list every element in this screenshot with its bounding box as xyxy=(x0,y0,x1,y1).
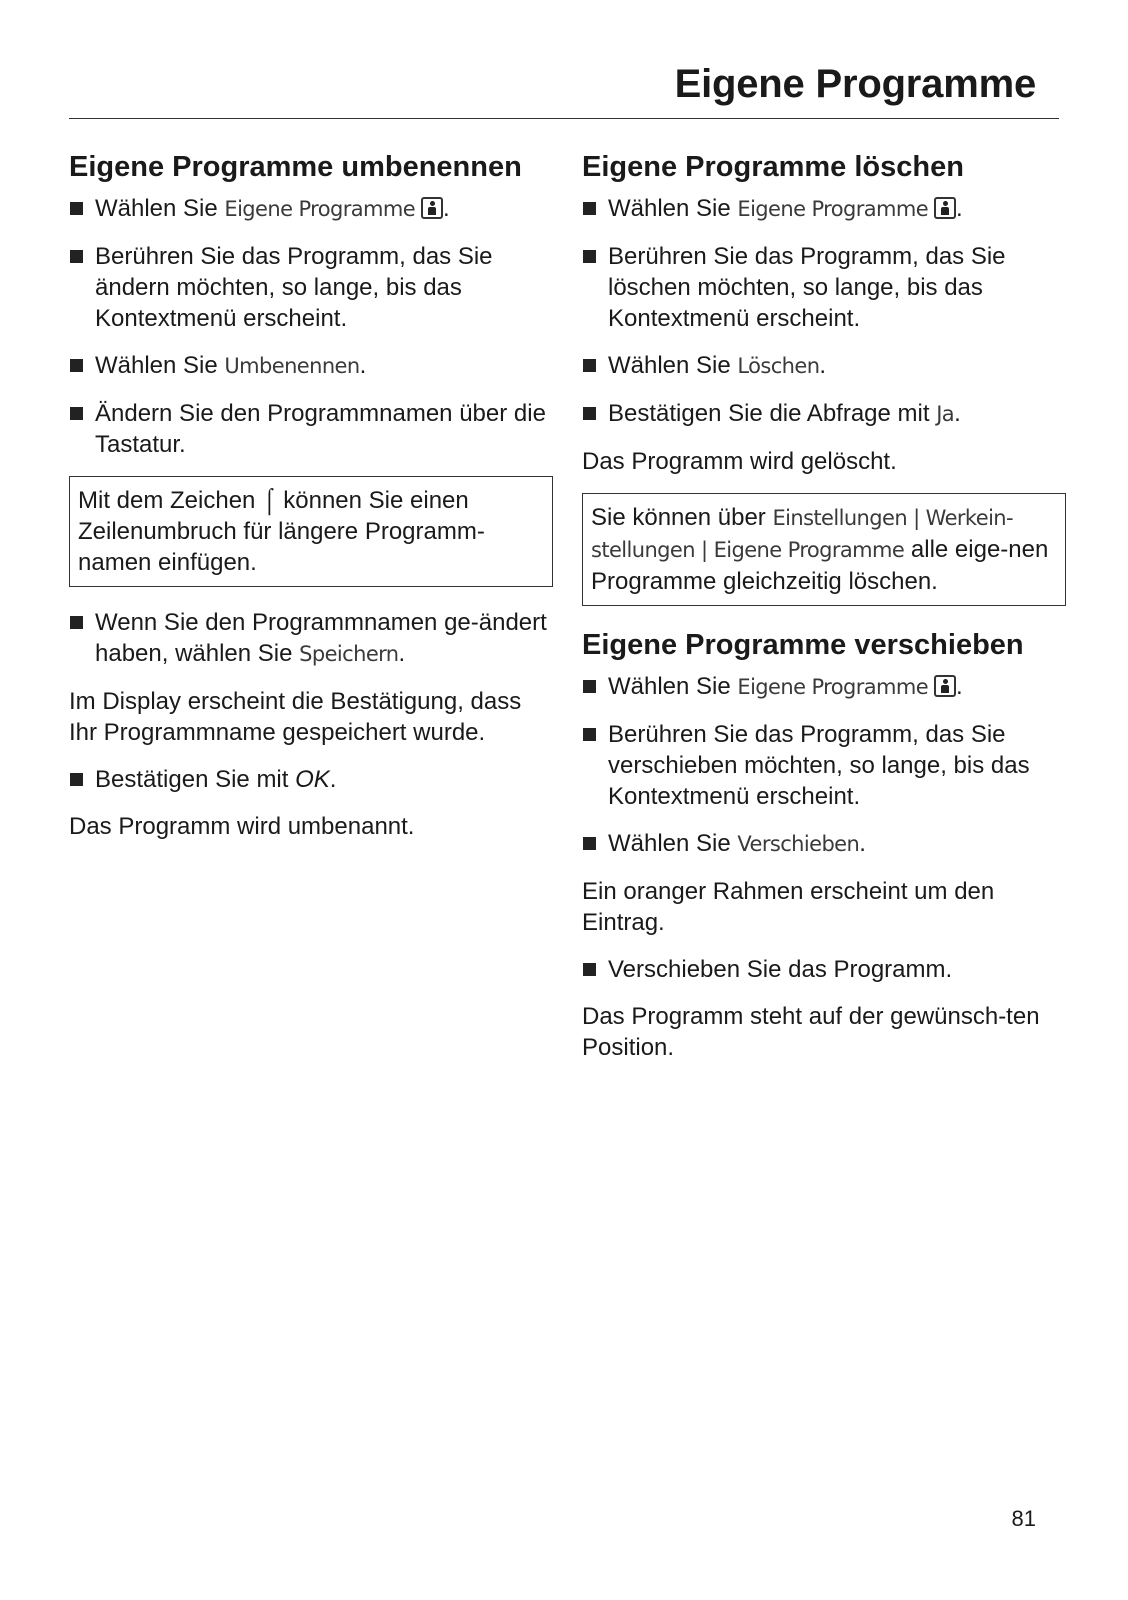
step-text: Bestätigen Sie mit xyxy=(95,766,296,793)
step-item xyxy=(582,828,1066,860)
bullet-square-icon xyxy=(583,202,596,215)
paragraph: Ein oranger Rahmen erscheint um den Eintrag. xyxy=(582,878,995,936)
display-text: Speichern xyxy=(299,642,399,666)
step-text: Wählen Sie xyxy=(95,352,225,379)
display-text: Eigene Programme xyxy=(737,675,929,699)
step-item xyxy=(69,350,553,382)
bullet-square-icon xyxy=(70,407,83,420)
page-number: 81 xyxy=(1011,1506,1036,1531)
note-text-end: alle eige-nen Programme gleichzeitig löschen. xyxy=(591,536,1049,595)
step-text: Wählen Sie xyxy=(608,352,738,379)
step-text-end: . xyxy=(398,640,406,667)
note-box xyxy=(582,493,1066,606)
bullet-square-icon xyxy=(583,837,596,850)
step-item xyxy=(582,719,1066,812)
bullet-square-icon xyxy=(70,202,83,215)
step-text: Berühren Sie das Programm, das Sie löschen möchten, so lange, bis das Kontextmenü erscheint. xyxy=(608,243,1006,332)
display-text: Einstellungen | Werkein-stellungen | Eigene Programme xyxy=(591,506,1013,562)
user-program-key-icon xyxy=(934,197,956,219)
bullet-square-icon xyxy=(583,250,596,263)
step-text-end: . xyxy=(819,352,827,379)
right-column xyxy=(582,148,1066,1079)
step-item xyxy=(582,398,1066,430)
step-item xyxy=(582,350,1066,382)
bullet-square-icon xyxy=(70,359,83,372)
display-text: Löschen xyxy=(737,354,820,378)
emphasis-text: OK xyxy=(295,766,330,793)
step-text: Wählen Sie xyxy=(608,830,738,857)
bullet-square-icon xyxy=(70,773,83,786)
step-text: Berühren Sie das Programm, das Sie ändern möchten, so lange, bis das Kontextmenü erscheint. xyxy=(95,243,493,332)
step-item xyxy=(582,671,1066,703)
title-divider xyxy=(69,118,1059,119)
bullet-square-icon xyxy=(70,250,83,263)
step-item xyxy=(582,954,1066,985)
section-heading-delete: Eigene Programme löschen xyxy=(582,151,964,183)
step-item xyxy=(69,193,553,225)
step-item xyxy=(582,241,1066,334)
step-text-end: . xyxy=(443,195,450,222)
step-item xyxy=(69,607,553,670)
step-text: Wählen Sie xyxy=(608,195,738,222)
step-text: Verschieben Sie das Programm. xyxy=(608,956,953,983)
step-text-end: . xyxy=(954,400,961,427)
section-heading-rename: Eigene Programme umbenennen xyxy=(69,151,522,183)
step-text-end: . xyxy=(956,673,963,700)
note-box xyxy=(69,476,553,587)
step-text-end: . xyxy=(359,352,367,379)
display-text: Verschieben xyxy=(737,832,860,856)
paragraph: Im Display erscheint die Bestätigung, dass Ihr Programmname gespeichert wurde. xyxy=(69,688,522,746)
step-item xyxy=(69,398,553,460)
line-break-symbol: ⌠ xyxy=(262,487,277,514)
step-text: Berühren Sie das Programm, das Sie verschieben möchten, so lange, bis das Kontextmenü erscheint. xyxy=(608,721,1030,810)
step-text-end: . xyxy=(956,195,963,222)
step-text: Wählen Sie xyxy=(95,195,225,222)
display-text: Umbenennen xyxy=(224,354,360,378)
step-text: Ändern Sie den Programmnamen über die Tastatur. xyxy=(95,400,546,458)
paragraph: Das Programm wird umbenannt. xyxy=(69,813,415,840)
note-text-end: können Sie einen Zeilenumbruch für längere Programm-namen einfügen. xyxy=(78,487,485,576)
display-text: Eigene Programme xyxy=(224,197,416,221)
bullet-square-icon xyxy=(583,680,596,693)
step-text: Wenn Sie den Programmnamen ge-ändert haben, wählen Sie xyxy=(95,609,547,667)
display-text: Ja xyxy=(936,402,955,426)
paragraph: Das Programm steht auf der gewünsch-ten Position. xyxy=(582,1003,1040,1061)
section-heading-move: Eigene Programme verschieben xyxy=(582,629,1024,661)
step-item xyxy=(582,193,1066,225)
left-column xyxy=(69,148,553,858)
user-program-key-icon xyxy=(421,197,443,219)
paragraph: Das Programm wird gelöscht. xyxy=(582,448,897,475)
step-text-end: . xyxy=(859,830,866,857)
step-item xyxy=(69,764,553,795)
note-text: Sie können über xyxy=(591,504,773,531)
bullet-square-icon xyxy=(583,359,596,372)
step-text: Wählen Sie xyxy=(608,673,738,700)
user-program-key-icon xyxy=(934,675,956,697)
step-item xyxy=(69,241,553,334)
page-title: Eigene Programme xyxy=(674,62,1036,106)
bullet-square-icon xyxy=(70,616,83,629)
display-text: Eigene Programme xyxy=(737,197,929,221)
note-text: Mit dem Zeichen xyxy=(78,487,263,514)
step-text-end: . xyxy=(329,766,337,793)
step-text: Bestätigen Sie die Abfrage mit xyxy=(608,400,937,427)
bullet-square-icon xyxy=(583,407,596,420)
bullet-square-icon xyxy=(583,963,596,976)
bullet-square-icon xyxy=(583,728,596,741)
